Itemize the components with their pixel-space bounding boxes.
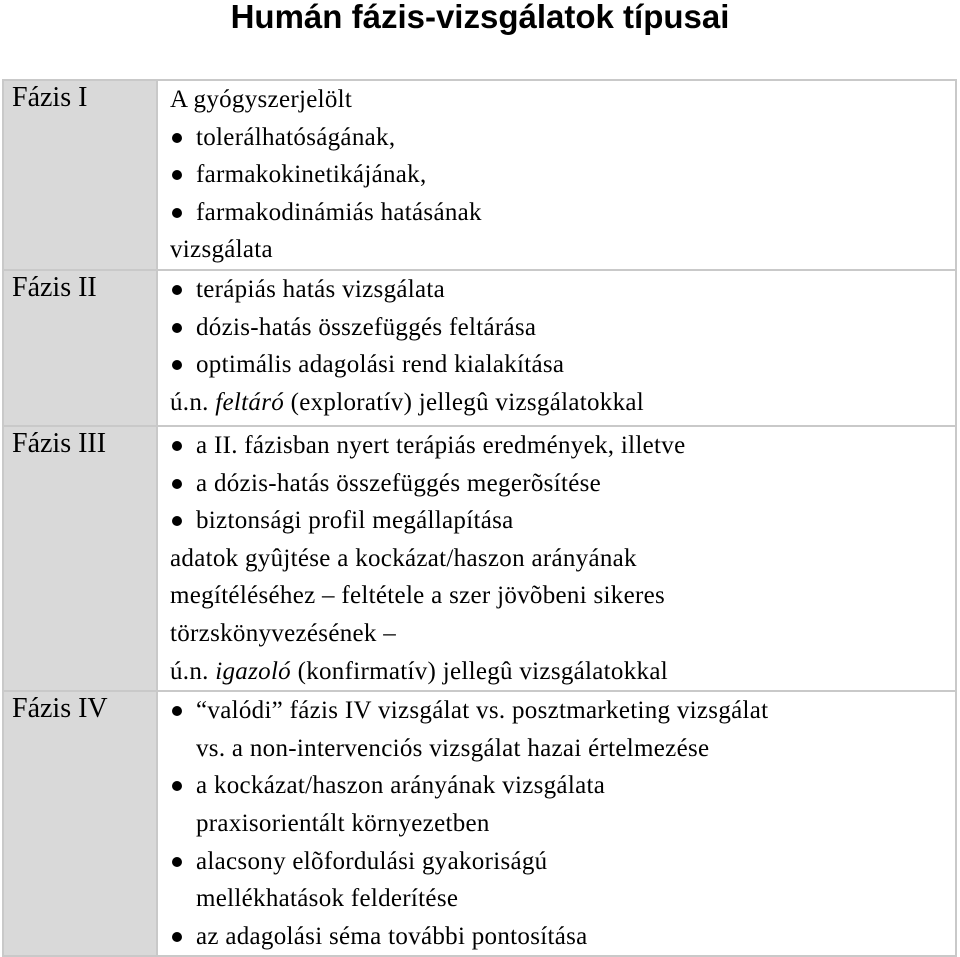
phase-label: Fázis II [3,270,157,426]
bullet-item: a II. fázisban nyert terápiás eredmények, illetve [170,427,955,465]
bullet-item: optimális adagolási rend kialakítása [170,346,955,384]
page-title: Humán fázis-vizsgálatok típusai [230,0,730,35]
phase-label: Fázis IV [3,691,157,956]
bullet-line: “valódi” fázis IV vizsgálat vs. posztmarketing vizsgálat [196,697,769,725]
bullet-line: mellékhatások felderítése [196,885,459,913]
closing-suffix: (exploratív) jellegû vizsgálatokkal [290,388,645,416]
closing-suffix: (konfirmatív) jellegû vizsgálatokkal [297,657,668,685]
phase-content [157,426,956,691]
table-row-phase-3 [3,426,956,691]
table-row-phase-1 [3,80,956,270]
phase-text-line: megítéléséhez – feltétele a szer jövõbeni sikeres [170,582,666,610]
bullet-item: farmakodinámiás hatásának [170,194,955,232]
closing-emphasis: igazoló [215,657,291,685]
closing-emphasis: feltáró [215,388,285,416]
phase-text-line: törzskönyvezésének – [170,619,397,647]
bullet-line: alacsony elõfordulási gyakoriságú [196,847,548,875]
phase-content [157,80,956,270]
bullet-item [170,843,955,918]
table-row-phase-4 [3,691,956,956]
bullet-item [170,767,955,842]
phase-text-line: A gyógyszerjelölt [170,86,353,113]
bullet-item: tolerálhatóságának, [170,119,955,157]
closing-prefix: ú.n. [170,657,209,685]
phase-closing-line [170,653,955,691]
bullet-item [170,692,955,767]
bullet-item [170,918,955,956]
bullet-item: farmakokinetikájának, [170,156,955,194]
phases-table [2,79,957,957]
closing-prefix: ú.n. [170,388,209,416]
bullet-item: biztonsági profil megállapítása [170,502,955,540]
bullet-item: a dózis-hatás összefüggés megerõsítése [170,465,955,503]
phase-text-line: vizsgálata [170,236,273,264]
phase-label: Fázis III [3,426,157,691]
phase-closing-line [170,384,955,422]
bullet-item: terápiás hatás vizsgálata [170,271,955,309]
phase-content [157,691,956,956]
bullet-line: praxisorientált környezetben [196,809,490,837]
bullet-line: a kockázat/haszon arányának vizsgálata [196,772,606,800]
bullet-line: vs. a non-intervenciós vizsgálat hazai értelmezése [196,734,710,762]
phase-label: Fázis I [3,80,157,270]
phase-text-line: adatok gyûjtése a kockázat/haszon arányának [170,544,637,572]
table-row-phase-2 [3,270,956,426]
bullet-item: dózis-hatás összefüggés feltárása [170,309,955,347]
bullet-line: az adagolási séma további pontosítása [196,922,588,950]
phase-content [157,270,956,426]
